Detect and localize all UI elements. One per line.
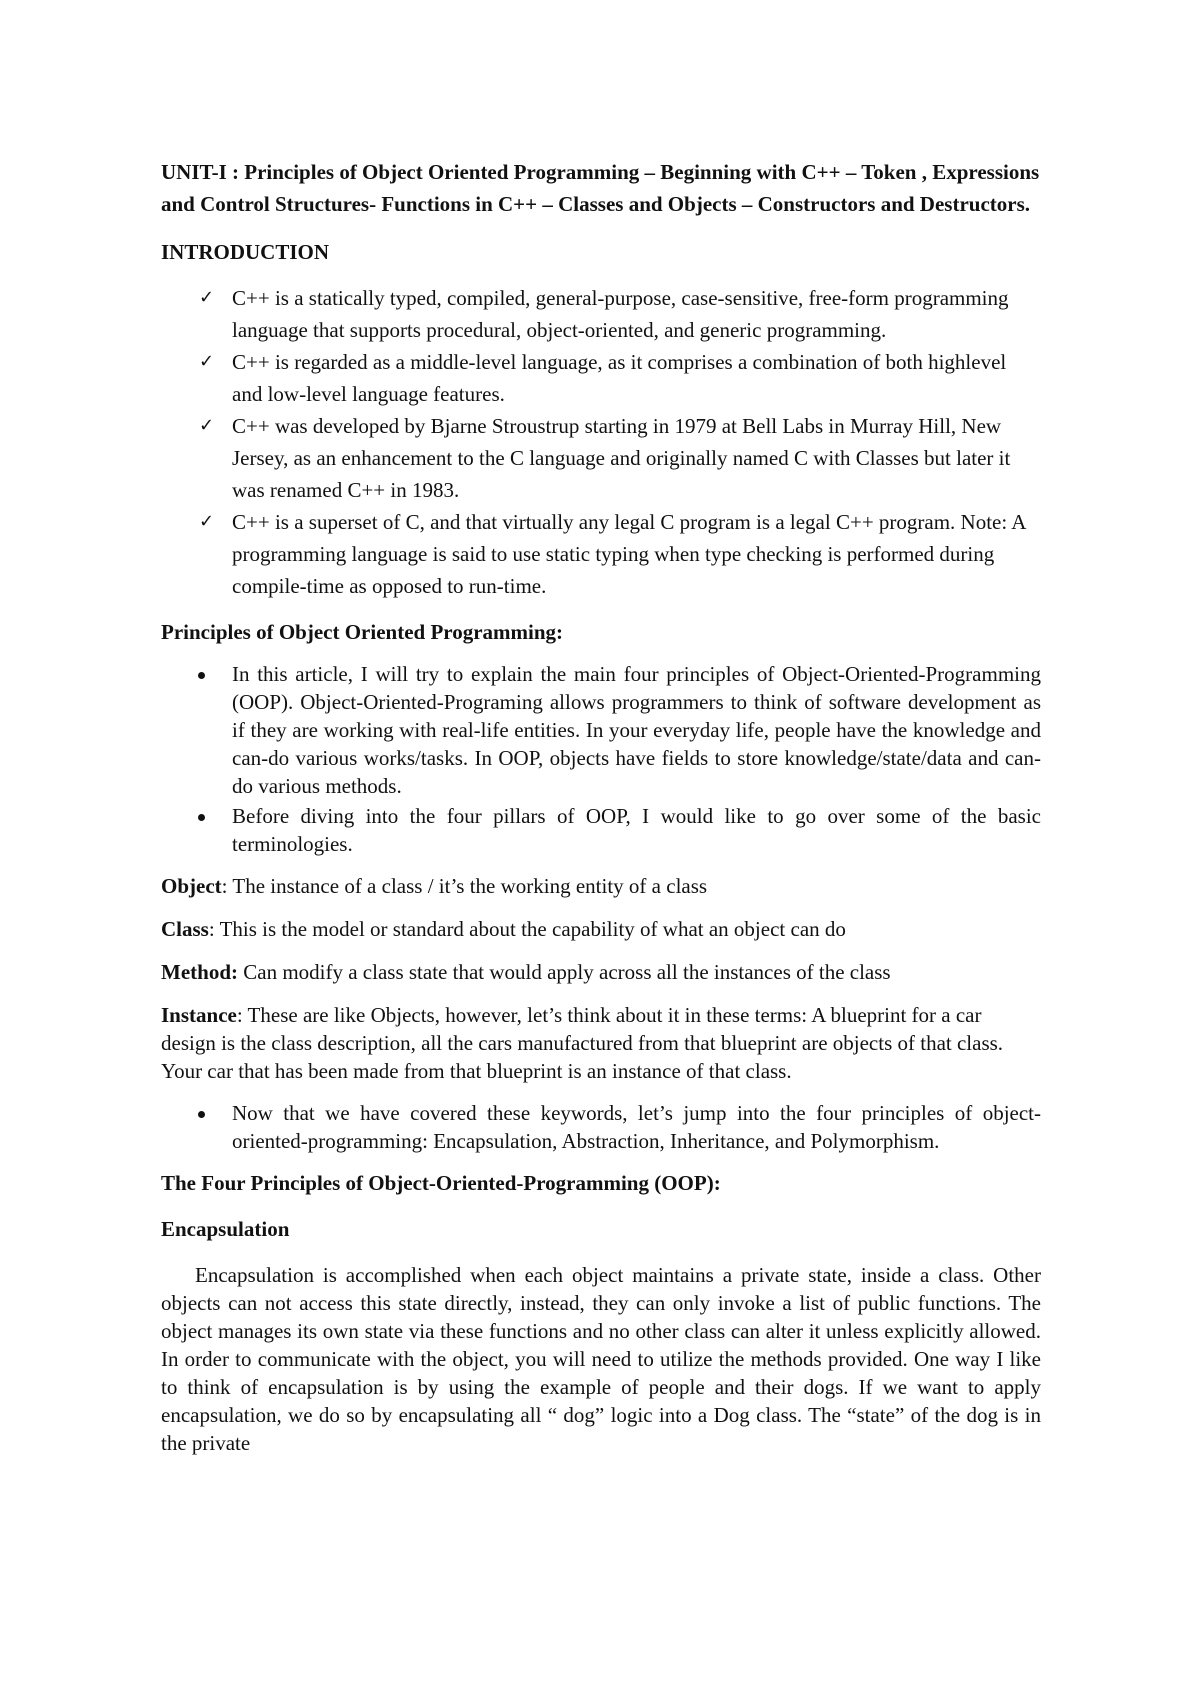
list-item-text: C++ was developed by Bjarne Stroustrup starting in 1979 at Bell Labs in Murray Hill, New Jersey, as an enhancement to the C language and originally named C with Classes but later it was renamed C++ in 1983.: [232, 414, 1011, 502]
definition-term: Object: [161, 874, 222, 898]
definition-text: : This is the model or standard about the capability of what an object can do: [208, 917, 846, 941]
list-item: [199, 282, 1041, 346]
list-item-text: C++ is a statically typed, compiled, general-purpose, case-sensitive, free-form programming language that supports procedural, object-oriented, and generic programming.: [232, 286, 1009, 342]
introduction-list: [161, 282, 1041, 602]
definition-text: : These are like Objects, however, let’s think about it in these terms: A blueprint for a car design is the class description, all the cars manufactured from that blueprint are objects of that class. Your car that has been made from that blueprint is an instance of that class.: [161, 1003, 1004, 1083]
checkmark-icon: ✓: [199, 511, 215, 532]
list-item: [232, 660, 1041, 800]
keywords-list: [161, 1099, 1041, 1155]
definition-class: [161, 915, 1041, 943]
definition-text: : The instance of a class / it’s the working entity of a class: [221, 874, 708, 898]
list-item: [199, 346, 1041, 410]
principles-heading: Principles of Object Oriented Programming:: [161, 620, 564, 644]
list-item-text: C++ is a superset of C, and that virtually any legal C program is a legal C++ program. Note: A programming language is said to use static typing when type checking is performed during compile-time as opposed to run-time.: [232, 510, 1026, 598]
unit-title: UNIT-I : Principles of Object Oriented Programming – Beginning with C++ – Token , Expressions and Control Structures- Functions in C++ – Classes and Objects – Constructors and Destructors.: [161, 160, 1040, 216]
definition-term: Class: [161, 917, 209, 941]
checkmark-icon: ✓: [199, 351, 215, 372]
list-item-text: Before diving into the four pillars of OOP, I would like to go over some of the basic terminologies.: [232, 804, 1041, 856]
introduction-heading: INTRODUCTION: [161, 240, 330, 264]
list-item: [199, 506, 1041, 602]
definition-method: [161, 958, 1041, 986]
encapsulation-paragraph: Encapsulation is accomplished when each object maintains a private state, inside a class. Other objects can not access this state directly, instead, they can only invoke a list of public functions. The object manages its own state via these functions and no other class can alter it unless explicitly allowed. In order to communicate with the object, you will need to utilize the methods provided. One way I like to think of encapsulation is by using the example of people and their dogs. If we want to apply encapsulation, we do so by encapsulating all “ dog” logic into a Dog class. The “state” of the dog is in the private: [161, 1263, 1041, 1455]
document-content: [161, 156, 1041, 1457]
checkmark-icon: ✓: [199, 415, 215, 436]
bullet-icon: [198, 1111, 205, 1118]
list-item-text: Now that we have covered these keywords, let’s jump into the four principles of object-oriented-programming: Encapsulation, Abstraction, Inheritance, and Polymorphism.: [232, 1101, 1041, 1153]
list-item: [232, 1099, 1041, 1155]
bullet-icon: [198, 814, 205, 821]
definition-text: Can modify a class state that would apply across all the instances of the class: [238, 960, 891, 984]
list-item: [232, 802, 1041, 858]
principles-list: [161, 660, 1041, 858]
list-item-text: C++ is regarded as a middle-level language, as it comprises a combination of both highlevel and low-level language features.: [232, 350, 1007, 406]
definition-object: [161, 872, 1041, 900]
definition-term: Instance: [161, 1003, 237, 1027]
checkmark-icon: ✓: [199, 287, 215, 308]
encapsulation-heading: Encapsulation: [161, 1217, 290, 1241]
definition-term: Method:: [161, 960, 238, 984]
four-principles-heading: The Four Principles of Object-Oriented-Programming (OOP):: [161, 1171, 721, 1195]
list-item: [199, 410, 1041, 506]
list-item-text: In this article, I will try to explain the main four principles of Object-Oriented-Programming (OOP). Object-Oriented-Programing allows programmers to think of software development as if they are working with real-life entities. In your everyday life, people have the knowledge and can-do various works/tasks. In OOP, objects have fields to store knowledge/state/data and can-do various methods.: [232, 662, 1041, 798]
definition-instance: [161, 1001, 1041, 1085]
bullet-icon: [198, 672, 205, 679]
